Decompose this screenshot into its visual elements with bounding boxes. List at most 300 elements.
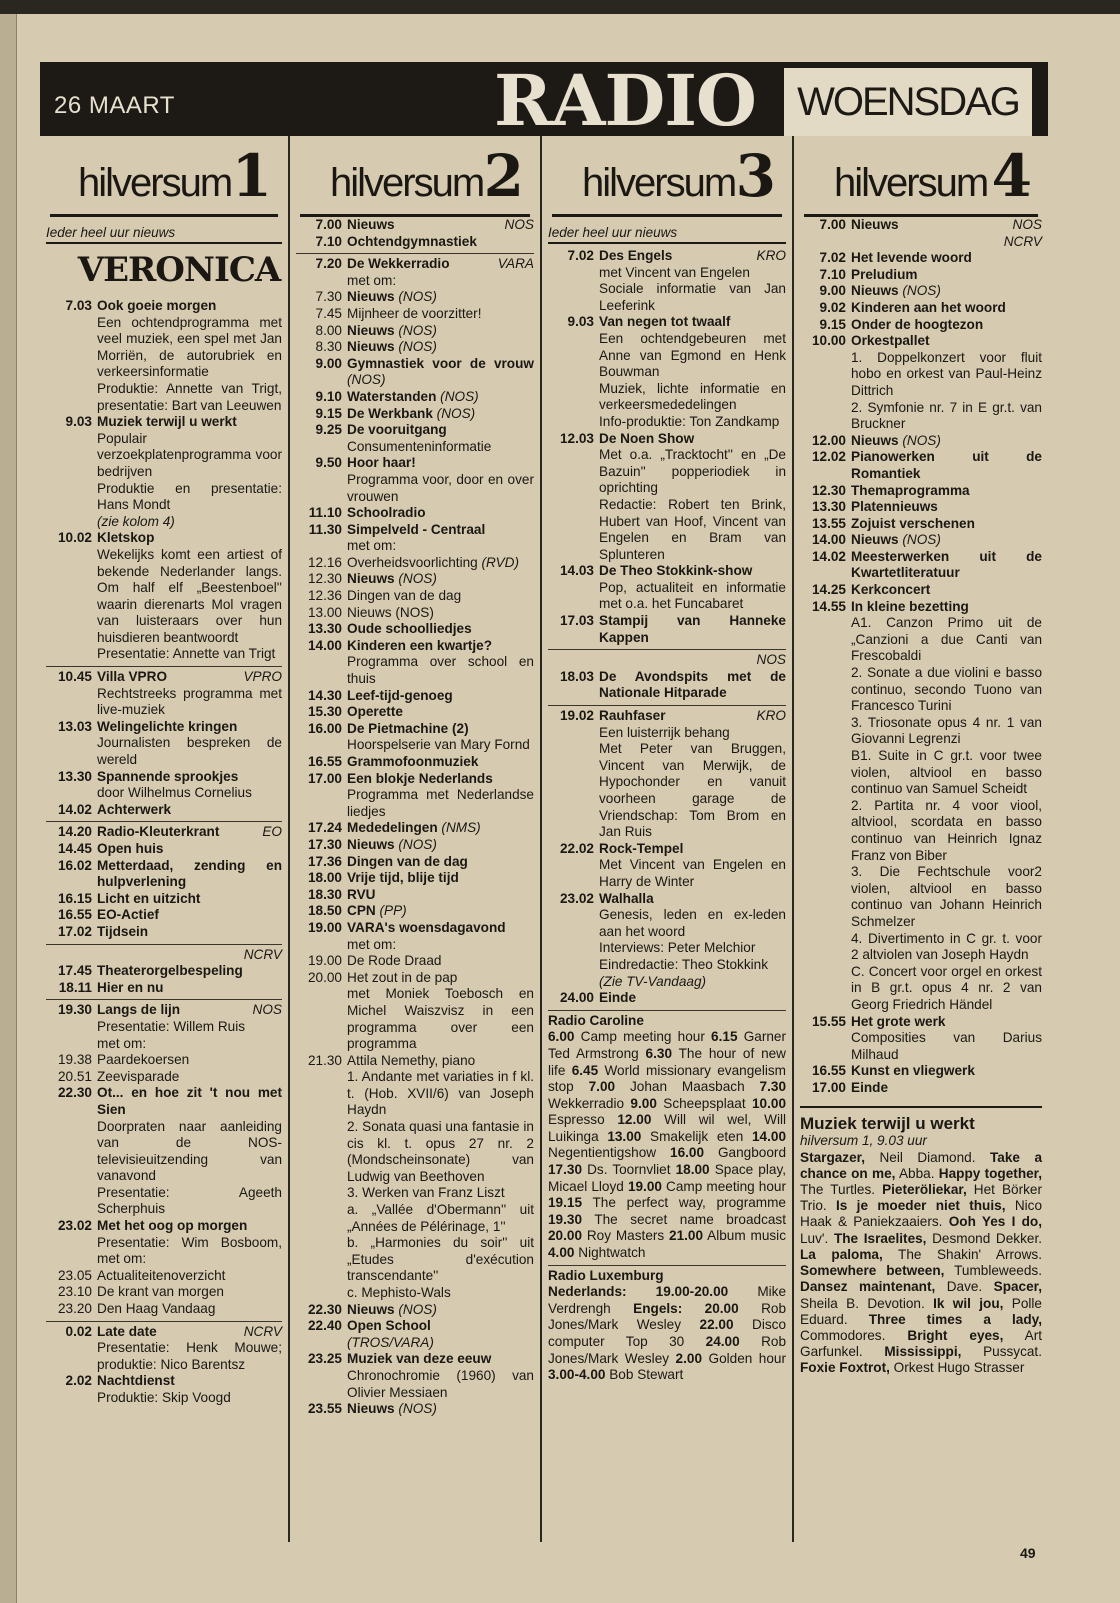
program-entry [800,1063,1042,1080]
program-entry [296,306,534,323]
program-time: 9.00 [315,355,342,371]
program-entry [800,516,1042,533]
program-title: Nieuws [347,1401,395,1417]
program-entry [296,970,534,1053]
program-time: 9.03 [567,314,594,330]
program-body [851,300,1042,317]
column-hilversum-1 [40,136,288,1542]
program-body [97,719,282,769]
program-body [851,449,1042,482]
schedule-time: Engels: 20.00 [633,1300,739,1316]
song-title: Foxie Foxtrot, [800,1360,890,1376]
program-title: Hier en nu [97,979,164,995]
program-time: 14.00 [307,637,342,653]
program-description: Rechtstreeks programma met live-muziek [97,685,282,718]
program-body [347,887,534,904]
song-artist: Commodores. [800,1327,886,1343]
program-entry [800,1080,1042,1097]
program-time: 14.02 [57,801,92,817]
program-title: Rauhfaser [599,708,666,724]
program-description: Produktie: Skip Voogd [97,1390,231,1405]
schedule-program: Mike Verdrengh [548,1284,787,1316]
program-title: Het grote werk [851,1013,946,1029]
schedule-time: 19.15 [548,1195,583,1211]
program-entry [296,571,534,588]
program-entry [800,532,1042,549]
schedule-program: Rob Jones/Mark Wesley [548,1334,786,1366]
program-broadcaster: (NOS) [902,432,941,448]
program-title: Nieuws [347,1301,395,1317]
schedule-program: Space play, Micael Lloyd [548,1162,787,1194]
program-entry [46,298,282,414]
program-body [347,339,534,356]
program-body [97,1218,282,1268]
program-time: 20.00 [307,969,342,985]
program-time: 9.25 [315,422,342,438]
song-artist: Tumbleweeds. [954,1263,1042,1279]
program-note: (Zie TV-Vandaag) [599,973,707,989]
program-title: Themaprogramma [851,482,970,498]
program-broadcaster: (NMS) [441,820,481,836]
program-body [347,953,534,970]
program-title: Langs de lijn [97,1002,181,1018]
schedule-time: Nederlands: 19.00-20.00 [548,1284,729,1300]
program-title: Den Haag Vandaag [97,1301,216,1317]
program-title: Een blokje Nederlands [347,770,493,786]
program-broadcaster: (NOS) [398,1401,437,1417]
program-description: Met o.a. „Tracktocht'' en „De Bazuin'' popperiodiek in oprichting [599,447,786,496]
program-entry [548,431,786,564]
program-title: EO-Actief [97,907,159,923]
program-time: 22.30 [57,1085,92,1101]
broadcaster-label: NCRV [1003,233,1042,249]
program-broadcaster: (NOS) [398,836,437,852]
program-description: 4. Divertimento in C gr. t. voor 2 altviolen van Joseph Haydn [851,930,1042,963]
program-description: Interviews: Peter Melchior [599,940,756,956]
song-title: Mississippi, [884,1344,962,1360]
program-time: 9.03 [65,414,92,430]
divider [548,649,786,650]
program-body [599,248,786,314]
program-time: 7.00 [819,217,846,232]
program-entry [296,555,534,572]
program-description: met om: [347,936,397,952]
program-body [97,414,282,530]
program-broadcaster: (NOS) [398,289,437,305]
program-entry [46,1052,282,1069]
program-entry [296,870,534,887]
program-time: 16.55 [57,907,92,923]
program-entry [548,314,786,430]
song-title: Somewhere between, [800,1263,945,1279]
program-body [851,549,1042,582]
program-time: 13.30 [57,768,92,784]
program-title: Overheidsvoorlichting [347,554,478,570]
program-entry [800,483,1042,500]
program-time: 7.03 [65,298,92,313]
program-time: 2.02 [65,1373,92,1389]
program-body [347,820,534,837]
program-time: 18.03 [559,668,594,684]
program-body [347,571,534,588]
schedule-time: 12.00 [617,1112,652,1128]
program-entry [296,854,534,871]
program-title: Nieuws [347,217,395,232]
schedule-time: 6.30 [645,1045,673,1061]
program-time: 0.02 [65,1323,92,1339]
program-body [347,970,534,1053]
program-description: C. Concert voor orgel en orkest in B gr.t. opus 4 nr. 2 van Georg Friedrich Händel [851,963,1042,1012]
program-title: Radio-Kleuterkrant [97,824,220,840]
program-time: 19.00 [307,953,342,969]
program-body [851,532,1042,549]
program-list [800,217,1042,1096]
program-entry [46,769,282,802]
program-time: 13.00 [307,604,342,620]
song-title: Bright eyes, [907,1327,1004,1343]
program-description: Produktie: Annette van Trigt, presentatie: Bart van Leeuwen [97,380,282,413]
program-body [851,1063,1042,1080]
program-time: 19.38 [57,1052,92,1068]
program-entry [548,248,786,314]
song-artist: Orkest Hugo Strasser [893,1360,1025,1376]
program-title: Einde [599,990,637,1006]
program-entry [296,754,534,771]
program-time: 23.10 [57,1284,92,1300]
program-broadcaster: (NOS) [398,322,437,338]
program-description: Eindredactie: Theo Stokkink [599,956,769,972]
program-body [347,256,534,289]
program-description: a. „Vallée d'Obermann'' uit „Années de Pélérinage, 1'' [347,1202,534,1234]
program-time: 21.30 [307,1052,342,1068]
program-title: Einde [851,1079,889,1095]
program-description: Info-produktie: Ton Zandkamp [599,413,780,429]
program-broadcaster: (NOS) [398,1301,437,1317]
program-body [851,499,1042,516]
program-title: Paardekoersen [97,1052,190,1068]
program-broadcaster: (NOS) [398,339,437,355]
program-note: (TROS/VARA) [347,1334,434,1350]
program-body [347,638,534,688]
program-title: De vooruitgang [347,422,447,438]
divider [46,944,282,945]
program-title: Ot... en hoe zit 't nou met Sien [97,1085,282,1117]
column-header [804,136,1038,217]
schedule-time: 4.00 [548,1245,575,1261]
program-time: 23.02 [559,890,594,906]
playlist-subtitle: hilversum 1, 9.03 uur [800,1133,927,1149]
program-entry [296,771,534,821]
program-entry [296,323,534,340]
program-time: 13.03 [57,718,92,734]
program-description: met om: [97,1035,147,1051]
program-entry [800,333,1042,433]
program-entry [296,1053,534,1302]
schedule-time: 20.00 [548,1228,583,1244]
program-description: Programma over school en thuis [347,654,534,687]
program-time: 19.30 [57,1002,92,1018]
program-entry [296,721,534,754]
program-time: 9.50 [315,455,342,471]
program-body [97,891,282,908]
program-body [97,1085,282,1218]
program-description: 2. Sonata quasi una fantasie in cis kl. t. opus 27 nr. 2 (Mondscheinsonate) van Ludwig van Beethoven [347,1119,534,1184]
program-time: 14.55 [811,598,846,614]
program-description: A1. Canzon Primo uit de „Canzioni a due Canti van Frescobaldi [851,615,1042,664]
hourly-news-note: Ieder heel uur nieuws [46,217,282,244]
program-entry [296,356,534,389]
program-time: 22.30 [307,1301,342,1317]
program-title: Het zout in de pap [347,969,458,985]
schedule-program: Camp meeting hour [580,1029,705,1045]
program-body [97,669,282,719]
song-artist: Het Börker Trio. [800,1182,1043,1214]
broadcaster: VARA [497,256,534,272]
program-title: Nieuws (NOS) [347,604,434,620]
program-entry [548,669,786,702]
program-body [97,769,282,802]
program-time: 16.55 [811,1063,846,1079]
program-broadcaster: (NOS) [436,405,476,421]
program-time: 23.55 [307,1401,342,1417]
program-time: 8.30 [315,339,342,355]
divider [46,999,282,1000]
program-entry [548,708,786,841]
program-body [347,389,534,406]
program-description: Produktie en presentatie: Hans Mondt [97,480,282,513]
program-body [347,1401,534,1418]
program-time: 7.20 [315,256,342,272]
schedule-program: Rob Jones/Mark Wesley [548,1300,786,1333]
schedule-program: Nightwatch [578,1245,646,1261]
program-title: Nieuws [851,217,899,232]
program-title: Meesterwerken uit de Kwartetliteratuur [851,548,1042,581]
program-title: Orkestpallet [851,333,930,349]
program-time: 12.00 [811,432,846,448]
program-description: Presentatie: Willem Ruis [97,1018,246,1034]
program-body [599,708,786,841]
schedule-program: Garner Ted Armstrong [548,1029,787,1061]
program-body [599,891,786,991]
program-time: 13.30 [307,621,342,637]
program-entry [296,704,534,721]
schedule-time: 19.30 [548,1211,583,1227]
program-note: (zie kolom 4) [97,513,175,529]
program-title: Dingen van de dag [347,588,462,604]
program-body [599,314,786,430]
program-description: 2. Sonate a due violini e basso continuo, secondo Tuono van Francesco Turini [851,665,1042,714]
program-body [347,704,534,721]
column-hilversum-4 [792,136,1048,1542]
program-description: Met Vincent van Engelen en Harry de Winter [599,857,786,889]
broadcaster: NOS [1012,217,1042,232]
program-entry [46,1085,282,1218]
program-entry [296,1318,534,1351]
broadcaster: KRO [756,248,786,263]
program-time: 12.02 [811,449,846,465]
program-broadcaster: (PP) [379,903,407,919]
program-body [347,903,534,920]
broadcaster: EO [262,824,282,840]
schedule-program: The hour of new life [548,1045,787,1078]
program-description: met om: [347,538,397,554]
program-body [347,1053,534,1302]
program-time: 23.25 [307,1351,342,1367]
program-time: 12.03 [559,430,594,446]
program-body [851,582,1042,599]
program-title: Preludium [851,266,918,282]
program-time: 14.03 [559,563,594,579]
program-description: 1. Doppelkonzert voor fluit hobo en orkest van Paul-Heinz Dittrich [851,349,1042,398]
song-title: Spacer, [993,1279,1042,1295]
broadcaster: VPRO [243,669,282,685]
program-time: 18.50 [307,903,342,919]
program-entry [46,841,282,858]
program-description: Composities van Darius Milhaud [851,1030,1042,1062]
program-entry [46,1069,282,1086]
program-title: Ochtendgymnastiek [347,233,477,249]
schedule-program: Roy Masters [586,1228,665,1244]
hourly-news-note: Ieder heel uur nieuws [548,217,786,244]
program-time: 23.05 [57,1267,92,1283]
program-title: Licht en uitzicht [97,890,201,906]
schedule-time: 13.00 [607,1128,642,1144]
program-time: 12.36 [307,588,342,604]
program-entry [800,217,1042,234]
program-time: 16.02 [57,857,92,873]
program-time: 7.10 [315,233,342,249]
program-entry [296,688,534,705]
broadcaster: NOS [504,217,534,232]
program-body [347,854,534,871]
station-block-title: Radio Luxemburg [548,1267,664,1283]
program-title: Late date [97,1323,157,1339]
schedule-program: Espresso [548,1112,605,1128]
scan-top-edge [0,0,1120,14]
program-time: 12.30 [811,482,846,498]
program-body [347,870,534,887]
program-title: Hoor haar! [347,455,416,471]
song-artist: Luv'. [800,1230,829,1246]
program-entry [296,339,534,356]
song-title: Take a chance on me, [800,1149,1043,1181]
program-title: Kerkconcert [851,582,931,598]
program-entry [548,990,786,1007]
divider [548,1265,786,1266]
program-body [347,406,534,423]
program-time: 17.00 [811,1079,846,1095]
program-description: Chronochromie (1960) van Olivier Messiaen [347,1367,534,1400]
program-description: Presentatie: Henk Mouwe; produktie: Nico Barentsz [97,1340,282,1372]
playlist-title: Muziek terwijl u werkt [800,1114,975,1134]
program-time: 10.02 [57,530,92,546]
program-time: 14.30 [307,687,342,703]
program-description: Sociale informatie van Jan Leeferink [599,281,786,313]
station-number: 3 [735,142,776,210]
previous-page-edge [0,14,17,1603]
song-title: Ooh Yes I do, [948,1214,1042,1230]
schedule-time: 7.00 [588,1079,616,1095]
program-title: Muziek terwijl u werkt [97,414,237,430]
program-time: 14.02 [811,548,846,564]
veronica-logo: VERONICA [77,250,281,290]
program-time: 22.40 [307,1318,342,1334]
program-title: De Avondspits met de Nationale Hitparade [599,668,786,701]
program-time: 20.51 [57,1068,92,1084]
program-description: Programma voor, door en over vrouwen [347,471,534,504]
program-body [347,688,534,705]
schedule-program: The perfect way, programme [592,1195,786,1211]
program-body [347,522,534,555]
program-time: 9.15 [315,405,342,421]
program-description: Met Peter van Bruggen, Vincent van Merwijk, de Hypochonder en vanuit voorheen garage de Vriendschap: Tom Brom en Jan Ruis [599,741,786,840]
program-body [347,605,534,622]
program-body [97,530,282,663]
program-body [97,802,282,819]
program-title: CPN [347,903,376,919]
program-time: 14.20 [57,824,92,840]
program-title: Theaterorgelbespeling [97,963,243,979]
program-description: 1. Andante met variaties in f kl. t. (Hob. XVII/6) van Joseph Haydn [347,1069,534,1118]
program-title: Platennieuws [851,499,938,515]
song-title: Pieteröliekar, [882,1182,967,1198]
program-body [97,298,282,414]
program-entry [46,1301,282,1318]
program-entry [548,613,786,646]
song-artist: The Shakin' Arrows. [898,1246,1042,1262]
song-title: Ik wil jou, [933,1295,1004,1311]
program-title: Van negen tot twaalf [599,314,731,330]
schedule-program: Golden hour [708,1350,787,1366]
program-time: 9.00 [819,283,846,299]
program-description: Presentatie: Ageeth Scherphuis [97,1184,282,1217]
program-title: Pianowerken uit de Romantiek [851,449,1042,481]
program-body [599,613,786,646]
program-title: Des Engels [599,248,673,263]
program-description: 3. Triosonate opus 4 nr. 1 van Giovanni Legrenzi [851,714,1042,747]
station-number: 4 [991,142,1032,210]
program-time: 16.00 [307,720,342,736]
program-entry [296,234,534,251]
station-block [548,1268,786,1384]
program-title: Nieuws [851,432,899,448]
program-body [851,317,1042,334]
program-time: 11.10 [308,505,342,521]
program-entry [46,669,282,719]
schedule-program: Bob Stewart [609,1367,684,1383]
program-body [851,483,1042,500]
program-description: Doorpraten naar aanleiding van de NOS-televisieuitzending van vanavond [97,1118,282,1184]
program-time: 16.55 [307,754,342,769]
program-title: Oude schoolliedjes [347,621,472,637]
program-title: Ook goeie morgen [97,298,217,313]
program-entry [46,824,282,841]
program-entry [46,802,282,819]
program-title: De Theo Stokkink-show [599,563,753,579]
program-entry [800,433,1042,450]
column-header [300,136,530,217]
program-time: 18.11 [58,979,92,995]
program-time: 17.30 [307,836,342,852]
program-entry [296,289,534,306]
program-description: Presentatie: Wim Bosboom, met om: [97,1234,282,1267]
program-time: 17.02 [57,923,92,939]
schedule-program: Gangboord [717,1145,787,1161]
program-time: 17.00 [307,770,342,786]
program-entry [46,963,282,980]
program-body [97,824,282,841]
program-time: 23.02 [57,1218,92,1234]
